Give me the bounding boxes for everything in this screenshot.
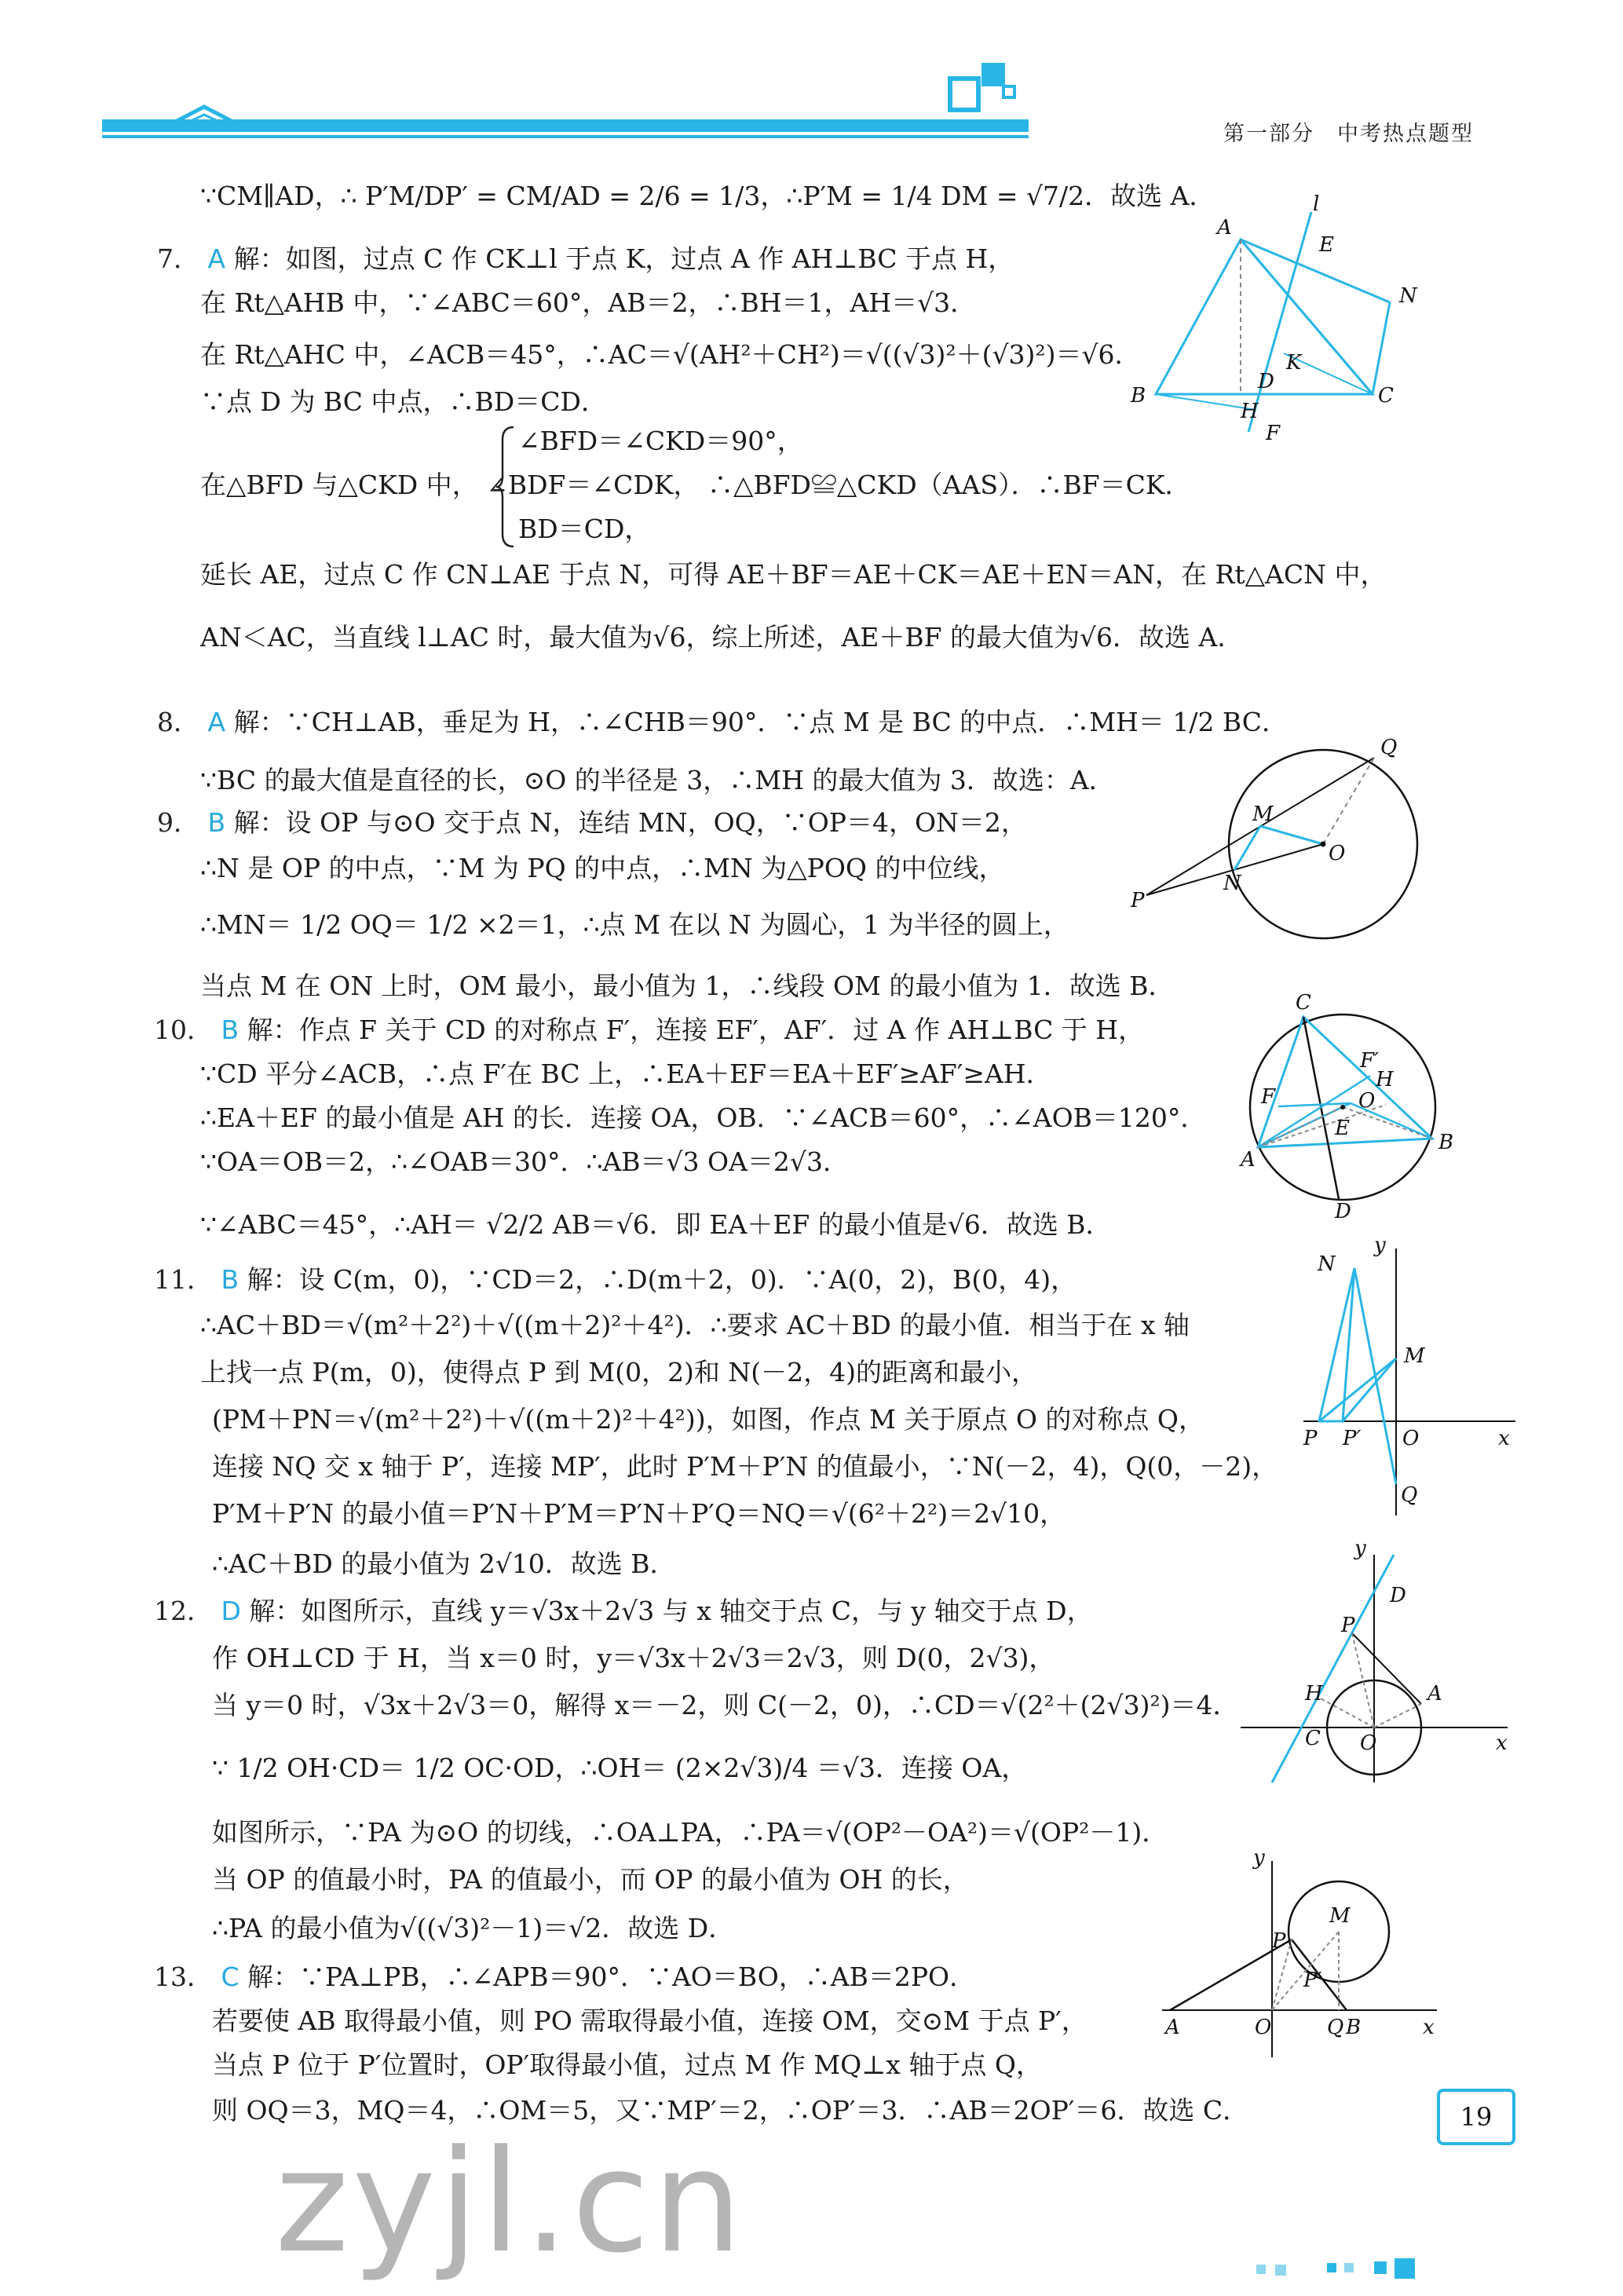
label: A	[1427, 1682, 1442, 1706]
question-9	[157, 806, 1027, 840]
answer-letter: B	[221, 1015, 239, 1045]
question-number: 12．	[154, 1596, 213, 1626]
line-q7e3: BD＝CD，	[518, 514, 651, 544]
label: P	[1303, 1427, 1318, 1450]
answer-letter: B	[221, 1264, 239, 1295]
label: H	[1241, 400, 1259, 423]
label: E	[1335, 1117, 1350, 1140]
label: B	[1131, 384, 1146, 408]
line-text: 解：∵CH⊥AB，垂足为 H，∴∠CHB＝90°．∵点 M 是 BC 的中点．∴MH＝ 1/2 BC．	[233, 707, 1289, 737]
label: O	[1255, 2016, 1272, 2039]
label: O	[1402, 1427, 1420, 1450]
label: M	[1404, 1344, 1425, 1368]
label: y	[1374, 1234, 1386, 1257]
line-q13d: 则 OQ＝3，MQ＝4，∴OM＝5，又∵MP′＝2，∴OP′＝3．∴AB＝2OP′＝6．故选 C．	[212, 2095, 1249, 2126]
line-q7g: AN＜AC，当直线 l⊥AC 时，最大值为√6，综上所述，AE＋BF 的最大值为√6．故选 A．	[200, 622, 1244, 653]
line-q12b: 作 OH⊥CD 于 H，当 x＝0 时，y＝√3x＋2√3＝2√3，则 D(0，2√3)，	[212, 1643, 1055, 1673]
label: P′	[1343, 1427, 1362, 1450]
line-q12f: 当 OP 的值最小时，PA 的值最小，而 OP 的最小值为 OH 的长，	[212, 1864, 969, 1895]
line-text: 解：如图所示，直线 y＝√3x＋2√3 与 x 轴交于点 C，与 y 轴交于点 D，	[249, 1596, 1093, 1626]
label: O	[1360, 1731, 1377, 1755]
label: C	[1378, 384, 1394, 408]
footer-dots-icon	[1256, 2254, 1445, 2285]
line-q13b: 若要使 AB 取得最小值，则 PO 需取得最小值，连接 OM，交⊙M 于点 P′，	[212, 2005, 1087, 2036]
question-number: 7．	[157, 243, 199, 274]
line-text: 解：如图，过点 C 作 CK⊥l 于点 K，过点 A 作 AH⊥BC 于点 H，	[233, 243, 1014, 274]
line-q7e2: 在△BFD 与△CKD 中， ∠BDF＝∠CDK， ∴△BFD≌△CKD（AAS）．∴BF＝CK．	[200, 470, 1191, 500]
figure-q9	[1123, 738, 1453, 961]
question-13	[154, 1960, 975, 1994]
answer-letter: A	[207, 243, 226, 274]
label: Q	[1401, 1483, 1418, 1507]
label: O	[1329, 842, 1346, 865]
label: x	[1498, 1427, 1510, 1450]
line-q13c: 当点 P 位于 P′位置时，OP′取得最小值，过点 M 作 MQ⊥x 轴于点 Q，	[212, 2049, 1042, 2080]
label: l	[1313, 192, 1320, 216]
line-q9b: ∴N 是 OP 的中点，∵M 为 PQ 的中点，∴MN 为△POQ 的中位线，	[200, 853, 1005, 883]
line-q11g: ∴AC＋BD 的最小值为 2√10．故选 B．	[212, 1548, 676, 1579]
label: D	[1258, 370, 1274, 393]
label: P	[1131, 889, 1145, 912]
question-8	[157, 705, 1288, 740]
line-q11b: ∴AC＋BD＝√(m²＋2²)＋√((m＋2)²＋4²)．∴要求 AC＋BD 的最小值．相当于在 x 轴	[200, 1310, 1190, 1340]
line-q11e: 连接 NQ 交 x 轴于 P′，连接 MP′，此时 P′M＋P′N 的值最小，∵N(－2，4)，Q(0，－2)，	[212, 1451, 1278, 1482]
answer-letter: A	[207, 707, 226, 737]
line-q10e: ∵∠ABC＝45°，∴AH＝ √2/2 AB＝√6．即 EA＋EF 的最小值是√6．故选 B．	[200, 1209, 1112, 1240]
figure-q13	[1146, 1830, 1445, 2068]
figure-q10	[1225, 985, 1460, 1224]
label: y	[1253, 1846, 1265, 1870]
figure-q12	[1225, 1539, 1523, 1793]
question-number: 9．	[157, 807, 199, 838]
label: N	[1318, 1252, 1336, 1276]
question-10	[154, 1013, 1144, 1047]
line-q10b: ∵CD 平分∠ACB，∴点 F′在 BC 上，∴EA＋EF＝EA＋EF′≥AF′≥AH．	[200, 1058, 1052, 1089]
question-number: 8．	[157, 707, 199, 737]
line-q7f: 延长 AE，过点 C 作 CN⊥AE 于点 N，可得 AE＋BF＝AE＋CK＝AE＋EN＝AN，在 Rt△ACN 中，	[200, 559, 1387, 590]
answer-letter: C	[221, 1961, 239, 1992]
label: Q	[1327, 2016, 1344, 2039]
line-q12d: ∵ 1/2 OH·CD＝ 1/2 OC·OD，∴OH＝ (2×2√3)/4 ＝√3．连接 OA，	[212, 1753, 1028, 1783]
label: D	[1390, 1584, 1406, 1607]
label: N	[1223, 872, 1241, 895]
label: F	[1261, 1085, 1276, 1109]
line-q9c: ∴MN＝ 1/2 OQ＝ 1/2 ×2＝1，∴点 M 在以 N 为圆心，1 为半径的圆上，	[200, 909, 1069, 940]
figure-q11	[1288, 1225, 1523, 1526]
question-number: 13．	[154, 1961, 213, 1992]
label: K	[1286, 351, 1302, 375]
label: D	[1335, 1200, 1351, 1223]
line-q9d: 当点 M 在 ON 上时，OM 最小，最小值为 1，∴线段 OM 的最小值为 1．故选 B．	[200, 971, 1175, 1001]
question-11	[154, 1263, 1077, 1297]
label: F′	[1360, 1049, 1379, 1073]
label: P′	[1303, 1969, 1322, 1992]
label: A	[1217, 216, 1232, 239]
line-q7b: 在 Rt△AHB 中，∵∠ABC＝60°，AB＝2，∴BH＝1，AH＝√3．	[200, 287, 977, 318]
label: y	[1354, 1537, 1366, 1560]
label: F	[1266, 422, 1281, 445]
line-q7e1: ∠BFD＝∠CKD＝90°，	[518, 426, 803, 456]
answer-letter: B	[207, 807, 226, 838]
question-12	[154, 1594, 1093, 1629]
label: Q	[1380, 736, 1398, 759]
figure-q7	[1123, 192, 1453, 459]
brace-icon	[495, 424, 518, 550]
question-number: 11．	[154, 1264, 213, 1295]
line-q10d: ∵OA＝OB＝2，∴∠OAB＝30°．∴AB＝√3 OA＝2√3．	[200, 1146, 849, 1177]
label: C	[1296, 991, 1311, 1015]
label: P	[1341, 1614, 1355, 1637]
line-q11d: (PM＋PN＝√(m²＋2²)＋√((m＋2)²＋4²))，如图，作点 M 关于原点 O 的对称点 Q，	[212, 1404, 1204, 1435]
label: x	[1423, 2016, 1435, 2039]
line-q8b: ∵BC 的最大值是直径的长，⊙O 的半径是 3，∴MH 的最大值为 3．故选：A．	[200, 765, 1115, 795]
line-q11f: P′M＋P′N 的最小值＝P′N＋P′M＝P′N＋P′Q＝NQ＝√(6²＋2²)＝2√10，	[212, 1498, 1066, 1529]
line-q11c: 上找一点 P(m，0)，使得点 P 到 M(0，2)和 N(－2，4)的距离和最小，	[200, 1357, 1038, 1387]
question-number: 10．	[154, 1015, 213, 1045]
section-title: 第一部分 中考热点题型	[1223, 122, 1474, 146]
line-text: 解：∵PA⊥PB，∴∠APB＝90°．∵AO＝BO，∴AB＝2PO．	[247, 1961, 976, 1992]
label: B	[1438, 1131, 1454, 1154]
label: B	[1346, 2016, 1362, 2039]
line-text: 解：作点 F 关于 CD 的对称点 F′，连接 EF′，AF′．过 A 作 AH⊥BC 于 H，	[247, 1015, 1145, 1045]
label: x	[1496, 1731, 1508, 1755]
label: E	[1319, 233, 1334, 257]
label: A	[1241, 1148, 1256, 1172]
page-number: 19	[1437, 2089, 1515, 2145]
line-l0: ∵CM∥AD，∴ P′M/DP′ = CM/AD = 2/6 = 1/3，∴P′M = 1/4 DM = √7/2．故选 A．	[200, 181, 1215, 211]
line-q7c: 在 Rt△AHC 中，∠ACB＝45°，∴AC＝√(AH²＋CH²)＝√((√3)²＋(√3)²)＝√6．	[200, 339, 1141, 370]
label: N	[1399, 284, 1417, 308]
line-text: 解：设 C(m，0)，∵CD＝2，∴D(m＋2，0)．∵A(0，2)，B(0，4)，	[247, 1264, 1077, 1295]
label: H	[1305, 1682, 1323, 1706]
answer-letter: D	[221, 1596, 241, 1626]
question-7	[157, 242, 1014, 276]
line-q7d: ∵点 D 为 BC 中点，∴BD＝CD．	[200, 386, 607, 417]
label: A	[1165, 2016, 1180, 2039]
line-text: 解：设 OP 与⊙O 交于点 N，连结 MN，OQ，∵OP＝4，ON＝2，	[233, 807, 1027, 838]
label: C	[1305, 1727, 1321, 1750]
line-q12c: 当 y＝0 时，√3x＋2√3＝0，解得 x＝－2，则 C(－2，0)，∴CD＝√(2²＋(2√3)²)＝4．	[212, 1690, 1239, 1720]
line-q12e: 如图所示，∵PA 为⊙O 的切线，∴OA⊥PA，∴PA＝√(OP²－OA²)＝√(OP²－1)．	[212, 1817, 1168, 1848]
label: M	[1329, 1904, 1351, 1928]
label: H	[1376, 1068, 1394, 1091]
line-q10c: ∴EA＋EF 的最小值是 AH 的长．连接 OA，OB．∵∠ACB＝60°，∴∠AOB＝120°．	[200, 1102, 1207, 1133]
line-q12g: ∴PA 的最小值为√((√3)²－1)＝√2．故选 D．	[212, 1913, 735, 1943]
label: O	[1358, 1089, 1376, 1113]
watermark: zyjl.cn	[275, 2120, 746, 2284]
label: P	[1272, 1929, 1286, 1953]
label: M	[1252, 803, 1274, 826]
